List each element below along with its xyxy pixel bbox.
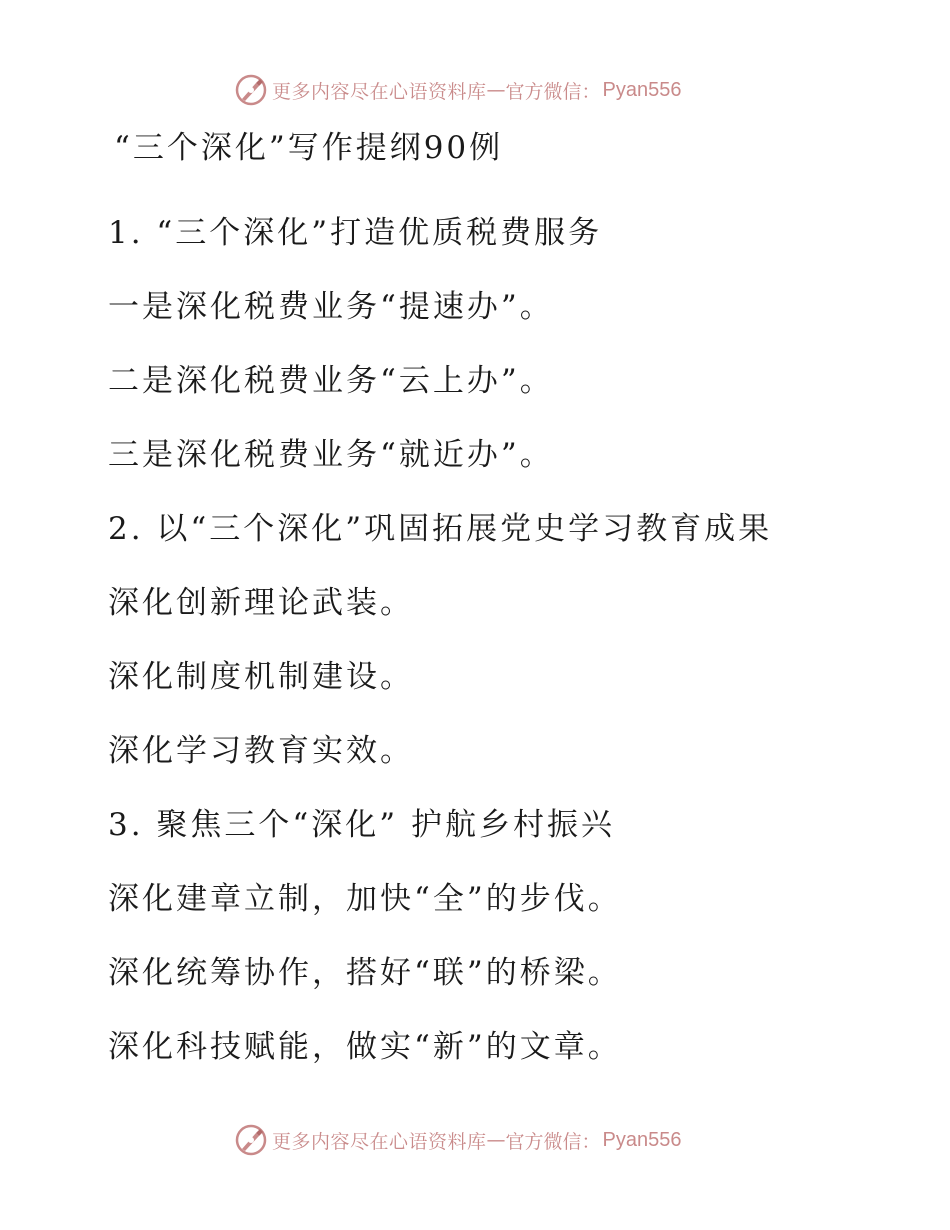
- body-line: 深化统筹协作，搭好“联”的桥梁。: [108, 955, 622, 991]
- body-line: 三是深化税费业务“就近办”。: [108, 437, 554, 473]
- watermark-wechat-label: 官方微信：: [505, 1130, 601, 1153]
- section-heading-3: 3. 聚焦三个“深化” 护航乡村振兴: [108, 807, 615, 843]
- watermark-dash: —: [486, 1129, 506, 1151]
- section-heading-2: 2. 以“三个深化”巩固拓展党史学习教育成果: [108, 511, 773, 547]
- watermark-text: 更多内容尽在心语资料库: [272, 80, 487, 103]
- header-watermark: [234, 72, 682, 108]
- section-heading-1: 1. “三个深化”打造优质税费服务: [108, 215, 603, 251]
- watermark-dash: —: [486, 79, 506, 101]
- watermark-wechat-label: 官方微信：: [505, 80, 601, 103]
- watermark-wechat-id: Pyan556: [602, 78, 682, 101]
- body-line: 深化学习教育实效。: [108, 733, 414, 769]
- body-line: 深化建章立制，加快“全”的步伐。: [108, 881, 622, 917]
- watermark-wechat-id: Pyan556: [602, 1128, 682, 1151]
- footer-watermark: [234, 1122, 682, 1158]
- body-line: 一是深化税费业务“提速办”。: [108, 289, 554, 325]
- pen-logo-icon: [234, 73, 268, 107]
- pen-logo-icon: [234, 1123, 268, 1157]
- document-body: [108, 122, 928, 1084]
- body-line: 深化科技赋能，做实“新”的文章。: [108, 1029, 622, 1065]
- body-line: 深化制度机制建设。: [108, 659, 414, 695]
- document-title: “三个深化”写作提纲90例: [114, 130, 504, 166]
- body-line: 二是深化税费业务“云上办”。: [108, 363, 554, 399]
- watermark-text: 更多内容尽在心语资料库: [272, 1130, 487, 1153]
- body-line: 深化创新理论武装。: [108, 585, 414, 621]
